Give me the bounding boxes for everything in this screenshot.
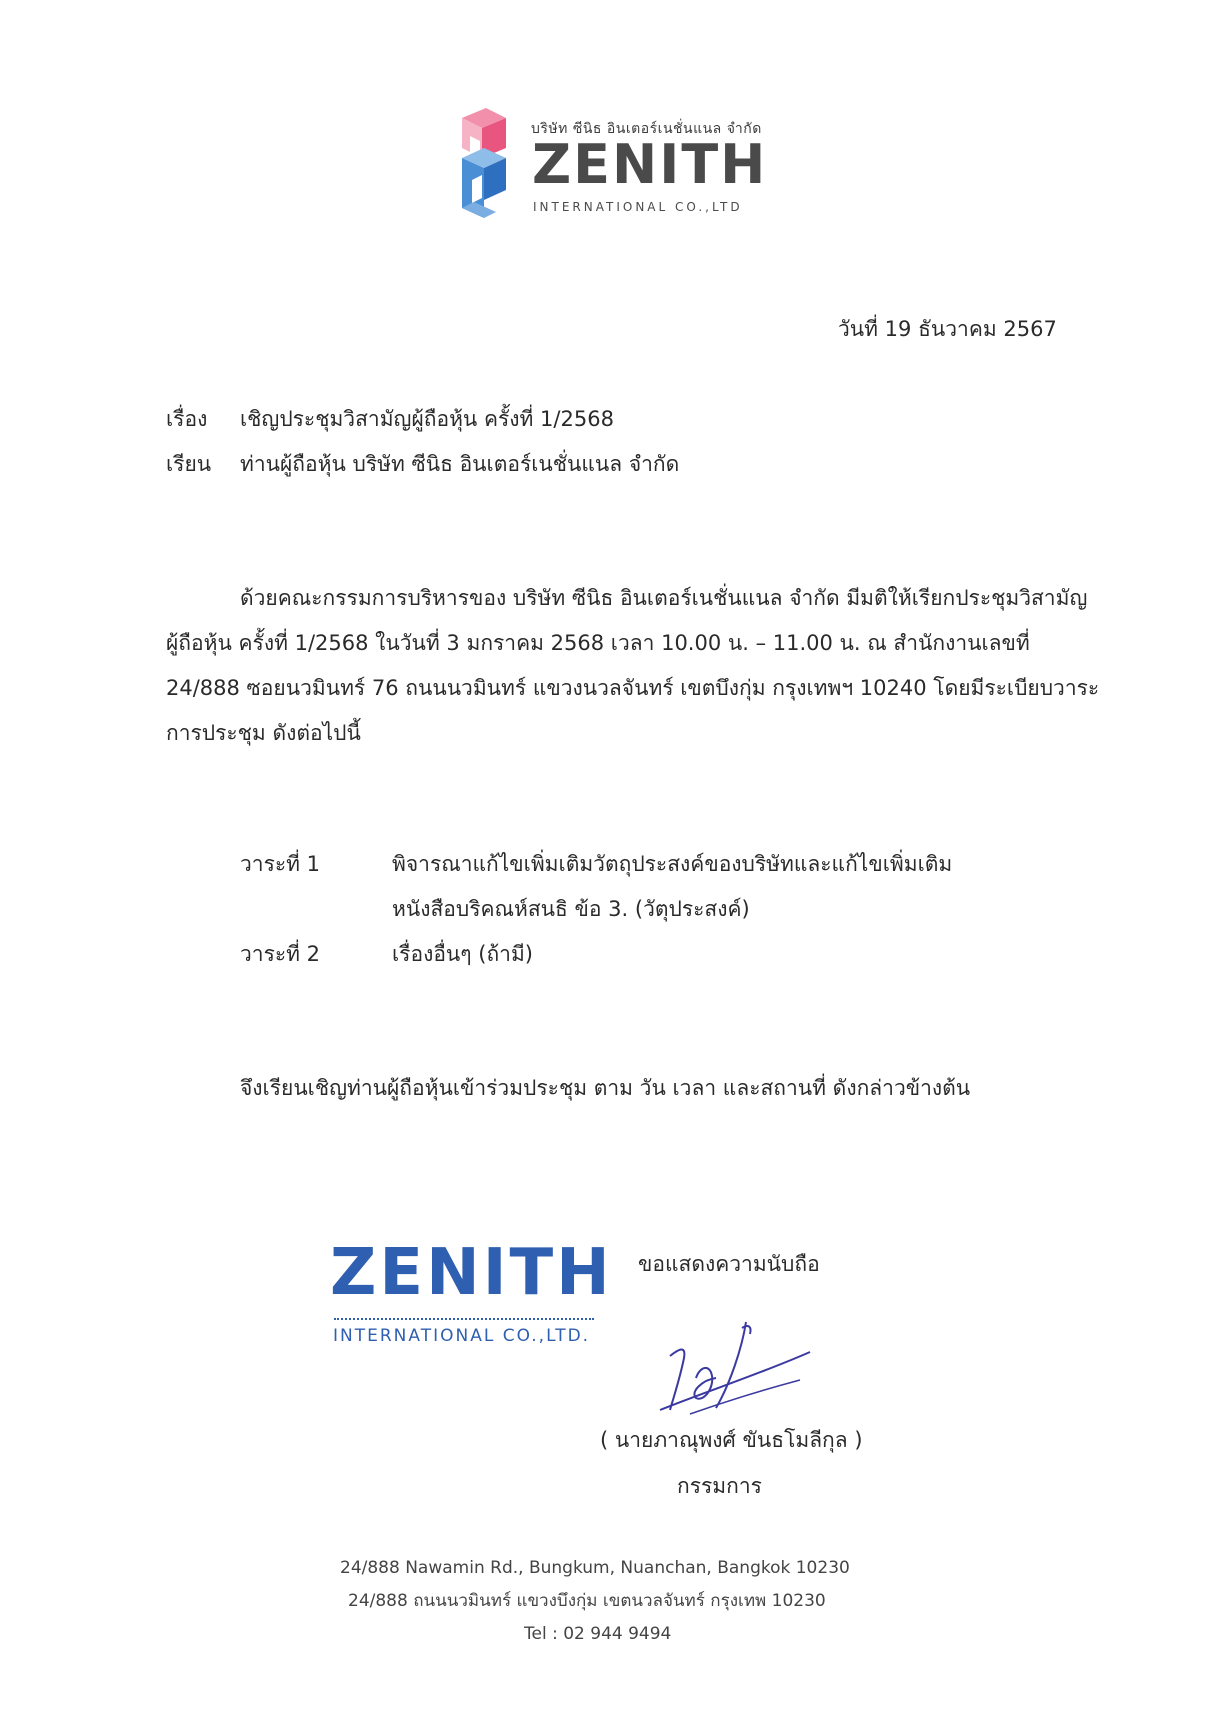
signer-name: ( นายภาณุพงศ์ ขันธโมลีกุล ) [600,1428,863,1452]
signer-title: กรรมการ [677,1474,762,1498]
company-stamp-name: ZENITH [330,1236,613,1310]
agenda-text: พิจารณาแก้ไขเพิ่มเติมวัตถุประสงค์ของบริษัทและแก้ไขเพิ่มเติม [392,852,953,876]
handwritten-signature [650,1318,820,1418]
agenda-text: หนังสือบริคณห์สนธิ ข้อ 3. (วัตุประสงค์) [392,897,750,921]
regards-text: ขอแสดงความนับถือ [638,1252,820,1276]
agenda-number: วาระที่ 2 [240,942,321,966]
subject-value: เชิญประชุมวิสามัญผู้ถือหุ้น ครั้งที่ 1/2568 [240,407,614,431]
company-stamp-subtitle: INTERNATIONAL CO.,LTD. [333,1326,591,1346]
closing-sentence: จึงเรียนเชิญท่านผู้ถือหุ้นเข้าร่วมประชุม ตาม วัน เวลา และสถานที่ ดังกล่าวข้างต้น [240,1076,971,1100]
logo-wordmark: ZENITH [532,133,768,196]
footer-address-th: 24/888 ถนนนวมินทร์ แขวงบึงกุ่ม เขตนวลจันทร์ กรุงเทพ 10230 [348,1591,826,1611]
logo-subtitle: INTERNATIONAL CO.,LTD [533,200,743,214]
footer-phone: Tel : 02 944 9494 [524,1624,672,1644]
logo-thai-name: บริษัท ซีนิธ อินเตอร์เนชั่นแนล จำกัด [531,121,762,137]
zenith-logo-mark [456,108,512,226]
body-line: การประชุม ดังต่อไปนี้ [166,721,361,745]
letter-date: วันที่ 19 ธันวาคม 2567 [838,317,1057,341]
body-line: 24/888 ซอยนวมินทร์ 76 ถนนนวมินทร์ แขวงนวลจันทร์ เขตบึงกุ่ม กรุงเทพฯ 10240 โดยมีระเบียบวาระ [166,676,1100,700]
body-line: ด้วยคณะกรรมการบริหารของ บริษัท ซีนิธ อินเตอร์เนชั่นแนล จำกัด มีมติให้เรียกประชุมวิสามัญ [240,586,1088,610]
recipient-label: เรียน [166,452,212,476]
footer-address-en: 24/888 Nawamin Rd., Bungkum, Nuanchan, Bangkok 10230 [340,1558,850,1578]
agenda-number: วาระที่ 1 [240,852,321,876]
agenda-text: เรื่องอื่นๆ (ถ้ามี) [392,942,533,966]
recipient-value: ท่านผู้ถือหุ้น บริษัท ซีนิธ อินเตอร์เนชั่นแนล จำกัด [240,452,680,476]
stamp-divider [334,1318,594,1320]
body-line: ผู้ถือหุ้น ครั้งที่ 1/2568 ในวันที่ 3 มกราคม 2568 เวลา 10.00 น. – 11.00 น. ณ สำนักงานเลขที่ [166,631,1030,655]
subject-label: เรื่อง [166,407,208,431]
